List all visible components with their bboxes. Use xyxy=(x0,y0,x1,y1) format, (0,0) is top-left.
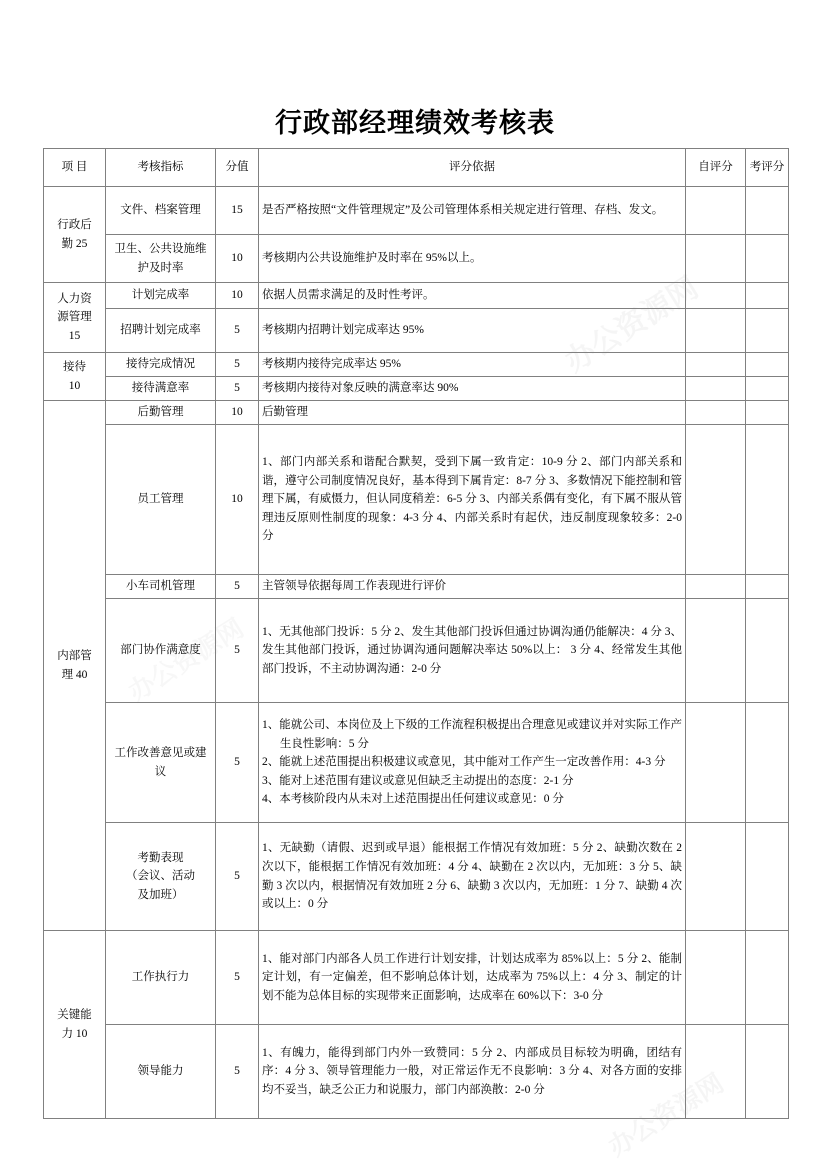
table-row xyxy=(44,425,789,575)
category-label-line: 内部管 xyxy=(57,649,92,662)
eval-score-input-cell[interactable] xyxy=(746,187,789,235)
indicator-cell: 计划完成率 xyxy=(106,283,216,309)
category-label-line: 力 10 xyxy=(61,1027,88,1040)
table-row xyxy=(44,377,789,401)
category-label-line: 行政后 xyxy=(57,218,92,231)
category-label-line: 关键能 xyxy=(57,1008,92,1021)
basis-cell xyxy=(259,425,686,575)
category-label-line: 10 xyxy=(68,379,81,392)
basis-line: 1、部门内部关系和谐配合默契，受到下属一致肯定：10-9 分 2、部门内部关系和谐，遵守公司制度情况良好，基本得到下属肯定：8-7 分 3、多数情况下能控制和管理下属，有威慑力，但认同度稍差：6-5 分 3、内部关系偶有变化，有下属不服从管理违反原则性制度的现象：4-3 分 4、内部关系时有起伏，违反制度现象较多：2-0 分 xyxy=(262,455,682,543)
category-label xyxy=(44,401,106,931)
category-label-line: 勤 25 xyxy=(61,237,88,250)
indicator-cell: 工作执行力 xyxy=(106,931,216,1025)
eval-score-input-cell[interactable] xyxy=(746,283,789,309)
header-eval-score: 考评分 xyxy=(746,149,789,187)
self-score-input-cell[interactable] xyxy=(686,823,746,931)
basis-cell xyxy=(259,353,686,377)
basis-line: 后勤管理 xyxy=(262,406,308,419)
category-label xyxy=(44,283,106,353)
category-label xyxy=(44,931,106,1119)
basis-line: 1、无其他部门投诉：5 分 2、发生其他部门投诉但通过协调沟通仍能解决：4 分 3、发生其他部门投诉，通过协调沟通问题解决率达 50%以上： 3 分 4、经常发生其他部门投诉，不主动协调沟通：2-0 分 xyxy=(262,625,682,675)
score-cell: 15 xyxy=(216,187,259,235)
score-cell: 5 xyxy=(216,1025,259,1119)
indicator-cell: 领导能力 xyxy=(106,1025,216,1119)
category-label-line: 接待 xyxy=(63,360,86,373)
basis-line: 4、本考核阶段内从未对上述范围提出任何建议或意见：0 分 xyxy=(262,793,564,806)
table-row xyxy=(44,353,789,377)
score-cell: 10 xyxy=(216,425,259,575)
header-score: 分值 xyxy=(216,149,259,187)
eval-score-input-cell[interactable] xyxy=(746,823,789,931)
basis-line: 主管领导依据每周工作表现进行评价 xyxy=(262,580,446,593)
table-row xyxy=(44,1025,789,1119)
basis-cell xyxy=(259,283,686,309)
page-title: 行政部经理绩效考核表 xyxy=(275,108,555,138)
score-cell: 5 xyxy=(216,703,259,823)
eval-score-input-cell[interactable] xyxy=(746,401,789,425)
basis-cell xyxy=(259,703,686,823)
table-row xyxy=(44,401,789,425)
basis-line: 考核期内接待完成率达 95% xyxy=(262,358,401,371)
table-row xyxy=(44,703,789,823)
basis-line: 依据人员需求满足的及时性考评。 xyxy=(262,289,435,302)
self-score-input-cell[interactable] xyxy=(686,283,746,309)
table-row xyxy=(44,823,789,931)
table-header-row xyxy=(44,149,789,187)
category-label-line: 15 xyxy=(68,329,81,342)
basis-line: 2、能就上述范围提出积极建议或意见，其中能对工作产生一定改善作用：4-3 分 xyxy=(262,756,666,769)
self-score-input-cell[interactable] xyxy=(686,425,746,575)
self-score-input-cell[interactable] xyxy=(686,235,746,283)
indicator-cell: 招聘计划完成率 xyxy=(106,309,216,353)
self-score-input-cell[interactable] xyxy=(686,309,746,353)
indicator-cell: 部门协作满意度 xyxy=(106,599,216,703)
self-score-input-cell[interactable] xyxy=(686,599,746,703)
indicator-cell: 考勤表现 （会议、活动 及加班） xyxy=(106,823,216,931)
score-cell: 5 xyxy=(216,599,259,703)
indicator-cell: 接待满意率 xyxy=(106,377,216,401)
self-score-input-cell[interactable] xyxy=(686,1025,746,1119)
header-indicator: 考核指标 xyxy=(106,149,216,187)
category-label-line: 人力资 xyxy=(57,292,92,305)
header-item: 项 目 xyxy=(44,149,106,187)
indicator-cell: 小车司机管理 xyxy=(106,575,216,599)
table-row xyxy=(44,283,789,309)
basis-cell xyxy=(259,575,686,599)
appraisal-table-wrapper xyxy=(43,148,788,1119)
self-score-input-cell[interactable] xyxy=(686,377,746,401)
indicator-cell: 文件、档案管理 xyxy=(106,187,216,235)
self-score-input-cell[interactable] xyxy=(686,931,746,1025)
eval-score-input-cell[interactable] xyxy=(746,377,789,401)
score-cell: 5 xyxy=(216,931,259,1025)
basis-cell xyxy=(259,377,686,401)
category-label-line: 理 40 xyxy=(61,668,88,681)
table-row xyxy=(44,931,789,1025)
basis-line: 1、有魄力，能得到部门内外一致赞同：5 分 2、内部成员目标较为明确，团结有序：4 分 3、领导管理能力一般，对正常运作无不良影响：3 分 4、对各方面的安排均不妥当，缺乏公正力和说服力，部门内部涣散：2-0 分 xyxy=(262,1046,682,1096)
table-body xyxy=(44,187,789,1119)
score-cell: 10 xyxy=(216,401,259,425)
eval-score-input-cell[interactable] xyxy=(746,425,789,575)
indicator-cell: 后勤管理 xyxy=(106,401,216,425)
basis-line: 1、能就公司、本岗位及上下级的工作流程积极提出合理意见或建议并对实际工作产生良性影响：5 分 xyxy=(262,718,682,750)
basis-line: 1、能对部门内部各人员工作进行计划安排，计划达成率为 85%以上：5 分 2、能制定计划，有一定偏差，但不影响总体计划，达成率为 75%以上：4 分 3、制定的计划不能为总体目标的实现带来正面影响，达成率在 60%以下：3-0 分 xyxy=(262,952,682,1002)
eval-score-input-cell[interactable] xyxy=(746,575,789,599)
basis-cell xyxy=(259,931,686,1025)
basis-line: 考核期内公共设施维护及时率在 95%以上。 xyxy=(262,252,482,265)
eval-score-input-cell[interactable] xyxy=(746,1025,789,1119)
table-header xyxy=(44,149,789,187)
basis-cell xyxy=(259,1025,686,1119)
eval-score-input-cell[interactable] xyxy=(746,235,789,283)
table-row xyxy=(44,575,789,599)
self-score-input-cell[interactable] xyxy=(686,353,746,377)
self-score-input-cell[interactable] xyxy=(686,703,746,823)
score-cell: 10 xyxy=(216,283,259,309)
self-score-input-cell[interactable] xyxy=(686,187,746,235)
self-score-input-cell[interactable] xyxy=(686,401,746,425)
indicator-cell: 接待完成情况 xyxy=(106,353,216,377)
basis-line: 3、能对上述范围有建议或意见但缺乏主动提出的态度：2-1 分 xyxy=(262,774,574,787)
category-label xyxy=(44,353,106,401)
basis-line: 考核期内接待对象反映的满意率达 90% xyxy=(262,382,459,395)
eval-score-input-cell[interactable] xyxy=(746,931,789,1025)
basis-cell xyxy=(259,823,686,931)
eval-score-input-cell[interactable] xyxy=(746,309,789,353)
score-cell: 5 xyxy=(216,309,259,353)
score-cell: 5 xyxy=(216,353,259,377)
basis-cell xyxy=(259,235,686,283)
header-basis: 评分依据 xyxy=(259,149,686,187)
eval-score-input-cell[interactable] xyxy=(746,703,789,823)
eval-score-input-cell[interactable] xyxy=(746,353,789,377)
basis-cell xyxy=(259,401,686,425)
category-label-line: 源管理 xyxy=(57,311,92,324)
basis-cell xyxy=(259,187,686,235)
indicator-cell: 员工管理 xyxy=(106,425,216,575)
basis-line: 是否严格按照“文件管理规定”及公司管理体系相关规定进行管理、存档、发文。 xyxy=(262,204,664,217)
table-row xyxy=(44,309,789,353)
category-label xyxy=(44,187,106,283)
basis-line: 1、无缺勤（请假、迟到或早退）能根据工作情况有效加班：5 分 2、缺勤次数在 2 次以下，能根据工作情况有效加班：4 分 4、缺勤在 2 次以内，无加班：3 分 5、缺勤 3 次以内，根据情况有效加班 2 分 6、缺勤 3 次以内，无加班：1 分 7、缺勤 4 次或以上：0 分 xyxy=(262,842,682,911)
indicator-cell: 卫生、公共设施维护及时率 xyxy=(106,235,216,283)
table-row xyxy=(44,235,789,283)
header-self-score: 自评分 xyxy=(686,149,746,187)
self-score-input-cell[interactable] xyxy=(686,575,746,599)
score-cell: 5 xyxy=(216,575,259,599)
eval-score-input-cell[interactable] xyxy=(746,599,789,703)
basis-cell xyxy=(259,309,686,353)
basis-cell xyxy=(259,599,686,703)
appraisal-table xyxy=(43,148,789,1119)
score-cell: 5 xyxy=(216,823,259,931)
table-row xyxy=(44,187,789,235)
basis-line: 考核期内招聘计划完成率达 95% xyxy=(262,324,424,337)
score-cell: 5 xyxy=(216,377,259,401)
score-cell: 10 xyxy=(216,235,259,283)
indicator-cell: 工作改善意见或建议 xyxy=(106,703,216,823)
table-row xyxy=(44,599,789,703)
